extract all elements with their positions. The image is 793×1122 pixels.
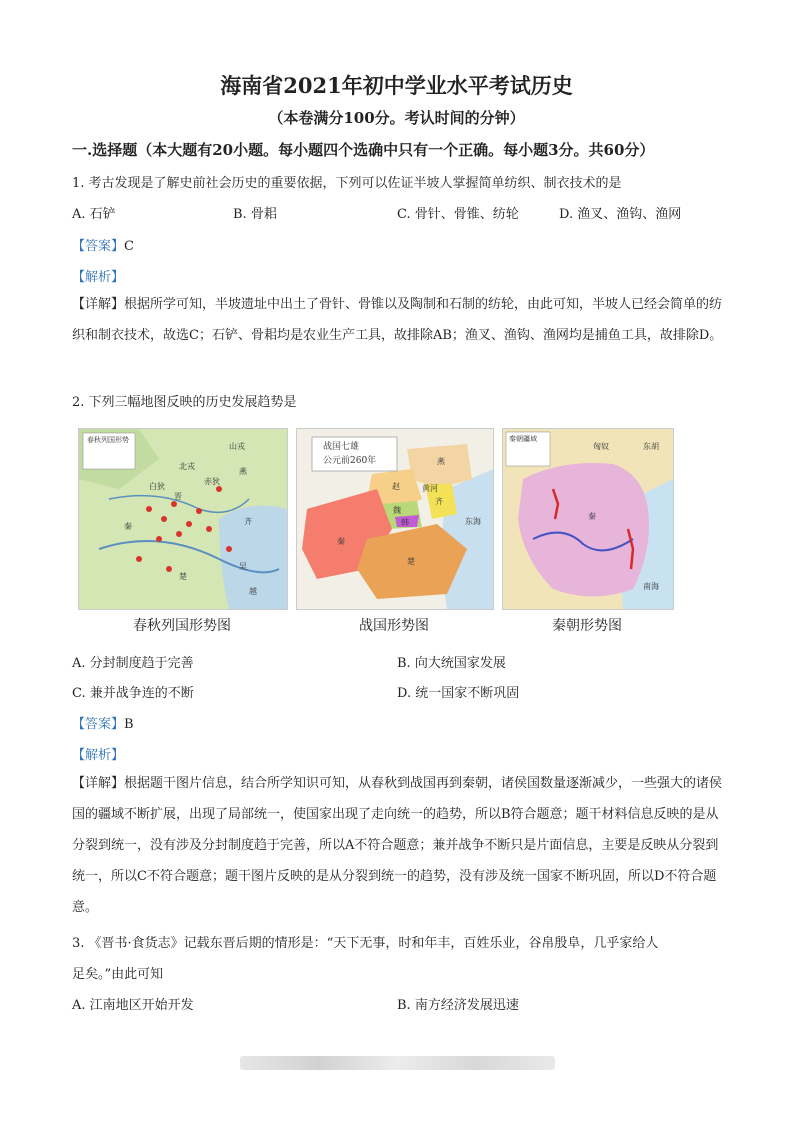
- answer-label: 【答案】: [72, 239, 125, 254]
- map2-label: 齐: [435, 497, 443, 506]
- map1-label: 晋: [174, 492, 182, 501]
- q3-option-a: A. 江南地区开始开发: [72, 998, 194, 1013]
- map3-label: 东胡: [643, 442, 659, 451]
- map-qin-dynasty: [502, 428, 674, 610]
- map3-label: 匈奴: [593, 442, 609, 451]
- map2-label: 楚: [407, 557, 415, 566]
- q1-detail: 【详解】根据所学可知，半坡遗址中出土了骨针、骨锥以及陶制和石制的纺轮，由此可知，半坡人已经会简单的纺织和制衣技术，故选C；石铲、骨耜均是农业生产工具，故排除AB；渔叉、渔钩、渔网均是捕鱼工具，故排除D。: [72, 297, 723, 343]
- map2-box-sub: 公元前260年: [323, 456, 377, 466]
- map2-label: 赵: [392, 482, 400, 491]
- answer-value: B: [124, 717, 134, 732]
- map1-legend-title: 春秋列国形势: [87, 436, 129, 444]
- map1-label: 秦: [124, 522, 132, 531]
- q2-option-b: B. 向大统国家发展: [397, 656, 506, 671]
- map3-legend-title: 秦朝疆域: [509, 435, 537, 443]
- map2-caption: 战国形势图: [359, 618, 429, 634]
- map1-caption: 春秋列国形势图: [133, 618, 231, 634]
- page-title: 海南省2021年初中学业水平考试历史: [220, 73, 573, 98]
- answer-label: 【答案】: [72, 717, 125, 732]
- q2-option-a: A. 分封制度趋于完善: [72, 656, 194, 671]
- map2-label: 燕: [437, 457, 445, 466]
- map1-label: 山戎: [229, 442, 245, 451]
- q2-analysis-label: 【解析】: [72, 748, 125, 763]
- map2-label: 秦: [337, 537, 345, 546]
- answer-value: C: [124, 239, 134, 254]
- map1-label: 吴: [239, 562, 247, 571]
- map2-label: 韩: [401, 518, 409, 527]
- map1-label: 齐: [244, 517, 252, 526]
- section-heading: 一.选择题（本大题有20小题。每小题四个选确中只有一个正确。每小题3分。共60分）: [72, 141, 655, 159]
- q1-analysis-label: 【解析】: [72, 270, 125, 285]
- q1-answer: [72, 235, 134, 254]
- q2-stem: 2. 下列三幅地图反映的历史发展趋势是: [72, 395, 297, 410]
- map1-label: 北戎: [179, 462, 195, 471]
- exam-subtitle: （本卷满分100分。考认时间的分钟）: [268, 109, 525, 127]
- map-warring-states: [296, 428, 494, 610]
- q2-option-c: C. 兼并战争连的不断: [72, 686, 194, 701]
- map-qin-dynasty-drawing: [503, 429, 673, 609]
- q2-detail: 【详解】根据题干图片信息，结合所学知识可知，从春秋到战国再到秦朝，诸侯国数量逐渐减少，一些强大的诸侯国的疆域不断扩展，出现了局部统一，使国家出现了走向统一的趋势，所以B符合题意；题干材料信息反映的是从分裂到统一，没有涉及分封制度趋于完善，所以A不符合题意；兼并战争不断只是片面信息，主要是反映从分裂到统一，所以C不符合题意；题干图片反映的是从分裂到统一的趋势，没有涉及统一国家不断巩固，所以D不符合题意。: [72, 776, 723, 915]
- q2-option-d: D. 统一国家不断巩固: [397, 686, 520, 701]
- q3-stem-line2: 足矣。”由此可知: [72, 967, 164, 982]
- map3-caption: 秦朝形势图: [552, 618, 622, 634]
- map2-label: 东海: [465, 517, 481, 526]
- map1-label: 燕: [239, 467, 247, 476]
- map1-label: 越: [249, 587, 257, 596]
- map1-label: 楚: [179, 572, 187, 581]
- blurred-footer-watermark: [240, 1056, 555, 1070]
- map-spring-autumn: [78, 428, 288, 610]
- q2-answer: [72, 713, 134, 732]
- q1-option-a: A. 石铲: [72, 207, 116, 222]
- q1-option-d: D. 渔叉、渔钩、渔网: [559, 207, 682, 222]
- map2-box-title: 战国七雄: [323, 442, 360, 452]
- q1-option-b: B. 骨耜: [233, 207, 277, 222]
- map2-label: 黄河: [422, 484, 438, 493]
- q1-stem: 1. 考古发现是了解史前社会历史的重要依据，下列可以佐证半坡人掌握简单纺织、制衣技术的是: [72, 176, 622, 191]
- map3-label: 南海: [643, 582, 659, 591]
- map-spring-autumn-drawing: [79, 429, 287, 609]
- q3-stem-line1: 3. 《晋书·食货志》记载东晋后期的情形是：“天下无事，时和年丰，百姓乐业，谷帛殷阜，几乎家给人: [72, 936, 659, 951]
- q3-option-b: B. 南方经济发展迅速: [397, 998, 519, 1013]
- map3-label: 秦: [588, 512, 596, 521]
- map1-label: 白狄: [149, 482, 165, 491]
- map-warring-states-drawing: [297, 429, 493, 609]
- map2-label: 魏: [393, 506, 401, 515]
- map1-label: 赤狄: [204, 477, 220, 486]
- q1-option-c: C. 骨针、骨锥、纺轮: [397, 207, 519, 222]
